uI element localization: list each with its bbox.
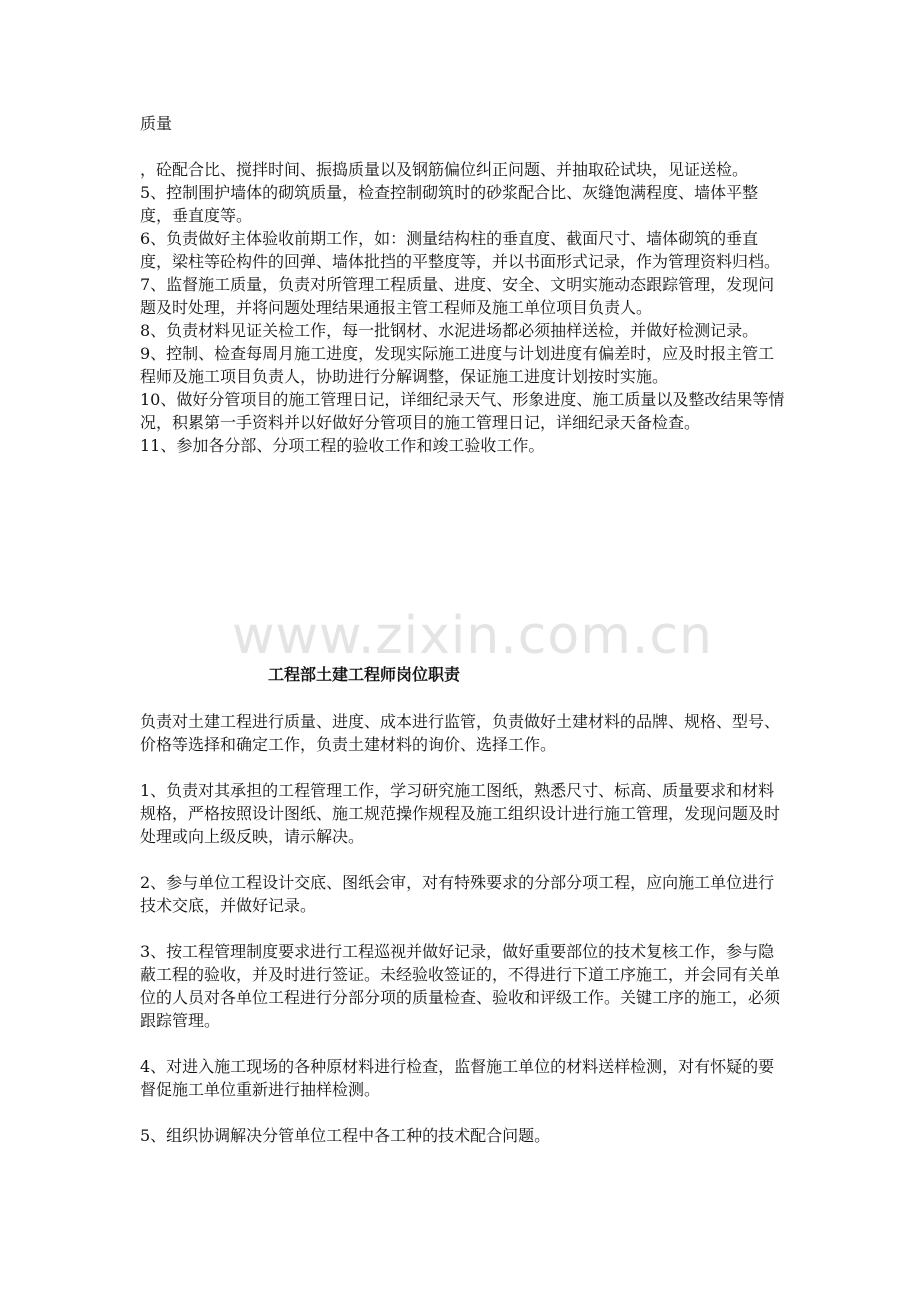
watermark: www.zixin.com.cn bbox=[232, 606, 713, 666]
civil-duty-4: 4、对进入施工现场的各种原材料进行检查，监督施工单位的材料送样检测，对有怀疑的要督促施工单位重新进行抽样检测。 bbox=[140, 1057, 775, 1099]
duty-item-6: 6、负责做好主体验收前期工作，如：测量结构柱的垂直度、截面尺寸、墙体砌筑的垂直度，梁柱等砼构件的回弹、墙体批挡的平整度等，并以书面形式记录，作为管理资料归档。 bbox=[140, 229, 781, 271]
duty-item-11: 11、参加各分部、分项工程的验收工作和竣工验收工作。 bbox=[140, 436, 545, 455]
duty-item-10: 10、做好分管项目的施工管理日记，详细纪录天气、形象进度、施工质量以及整改结果等情况，积累第一手资料并以好做好分管项目的施工管理日记，详细纪录天备检查。 bbox=[140, 390, 785, 432]
civil-duty-1: 1、负责对其承担的工程管理工作，学习研究施工图纸，熟悉尺寸、标高、质量要求和材料规格，严格按照设计图纸、施工规范操作规程及施工组织设计进行施工管理，发现问题及时处理或向上级反映，请示解决。 bbox=[140, 781, 781, 846]
section-heading-fragment: 质量 bbox=[140, 114, 173, 133]
duty-item-5: 5、控制围护墙体的砌筑质量，检查控制砌筑时的砂浆配合比、灰缝饱满程度、墙体平整度，垂直度等。 bbox=[140, 183, 759, 225]
paragraph-gap bbox=[140, 917, 790, 940]
civil-duty-5: 5、组织协调解决分管单位工程中各工种的技术配合问题。 bbox=[140, 1126, 551, 1145]
section-title: 工程部土建工程师岗位职责 bbox=[268, 665, 461, 684]
duty-item-7: 7、监督施工质量，负责对所管理工程质量、进度、安全、文明实施动态跟踪管理，发现问题及时处理，并将问题处理结果通报主管工程师及施工单位项目负责人。 bbox=[140, 275, 775, 317]
civil-duty-3: 3、按工程管理制度要求进行工程巡视并做好记录，做好重要部位的技术复核工作，参与隐蔽工程的验收，并及时进行签证。未经验收签证的，不得进行下道工序施工，并会同有关单位的人员对各单位工程进行分部分项的质量检查、验收和评级工作。关键工序的施工，必须跟踪管理。 bbox=[140, 942, 781, 1030]
civil-duty-2: 2、参与单位工程设计交底、图纸会审，对有特殊要求的分部分项工程，应向施工单位进行技术交底，并做好记录。 bbox=[140, 873, 775, 915]
civil-engineer-duties bbox=[140, 710, 790, 1147]
duty-item-9: 9、控制、检查每周月施工进度，发现实际施工进度与计划进度有偏差时，应及时报主管工程师及施工项目负责人，协助进行分解调整，保证施工进度计划按时实施。 bbox=[140, 344, 775, 386]
paragraph-gap bbox=[140, 848, 790, 871]
paragraph-gap bbox=[140, 756, 790, 779]
paragraph-gap bbox=[140, 1032, 790, 1055]
duty-item-continued: ，砼配合比、搅拌时间、振捣质量以及钢筋偏位纠正问题、并抽取砼试块，见证送检。 bbox=[140, 160, 749, 179]
duty-intro: 负责对土建工程进行质量、进度、成本进行监管，负责做好土建材料的品牌、规格、型号、价格等选择和确定工作，负责土建材料的询价、选择工作。 bbox=[140, 712, 781, 754]
duty-list-continued bbox=[140, 158, 790, 457]
duty-item-8: 8、负责材料见证关检工作，每一批钢材、水泥进场都必须抽样送检，并做好检测记录。 bbox=[140, 321, 759, 340]
paragraph-gap bbox=[140, 1101, 790, 1124]
